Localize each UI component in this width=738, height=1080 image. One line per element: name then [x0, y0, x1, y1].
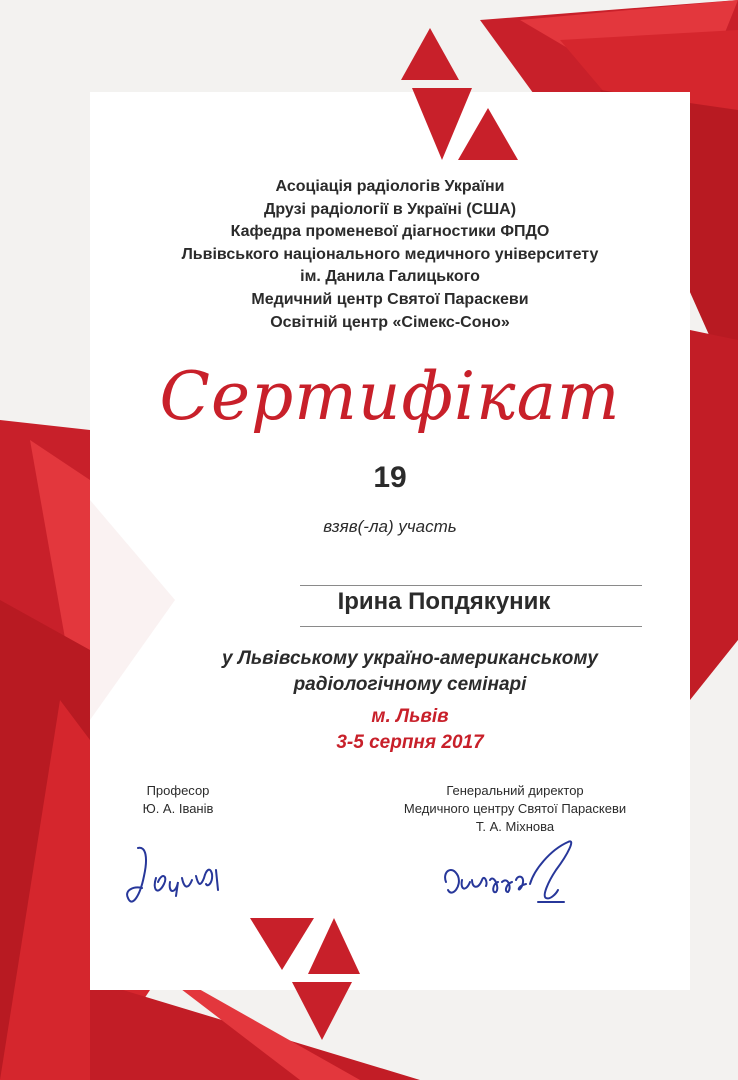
right-handwritten-signature: [438, 836, 588, 916]
event-description: [130, 646, 690, 698]
event-dates: 3-5 серпня 2017: [336, 732, 484, 753]
took-part-text: взяв(-ла) участь: [323, 517, 457, 536]
right-signatory-position-1: Генеральний директор: [446, 783, 584, 798]
left-handwritten-signature: [118, 838, 238, 918]
event-line-1: у Львівському україно-американському: [222, 648, 598, 669]
organization-line: Друзі радіології в Україні (США): [263, 200, 517, 218]
organization-line: ім. Данила Галицького: [300, 268, 480, 286]
left-signatory-name: Ю. А. Іванів: [142, 801, 214, 816]
organization-line: Освітній центр «Сімекс-Соно»: [270, 313, 510, 331]
event-location-date: [130, 704, 690, 756]
organization-line: Медичний центр Святої Параскеви: [251, 290, 529, 308]
organizations-list: [90, 176, 690, 334]
organization-line: Асоціація радіологів України: [275, 178, 505, 195]
participant-name: Ірина Попдякуник: [337, 588, 551, 615]
left-signatory: [108, 782, 248, 818]
right-signatory-position-2: Медичного центру Святої Параскеви: [403, 801, 627, 816]
right-signatory: [380, 782, 650, 836]
event-line-2: радіологічному семінарі: [293, 674, 527, 695]
organization-line: Львівського національного медичного університету: [181, 245, 599, 263]
organization-line: Кафедра променевої діагностики ФПДО: [230, 223, 550, 241]
left-signatory-position: Професор: [146, 783, 210, 798]
name-line-bottom: [300, 626, 642, 627]
certificate-number: 19: [373, 461, 407, 494]
certificate-title: Сертифікат: [159, 358, 621, 435]
event-city: м. Львів: [371, 706, 449, 727]
right-signatory-name: Т. А. Міхнова: [475, 819, 555, 834]
